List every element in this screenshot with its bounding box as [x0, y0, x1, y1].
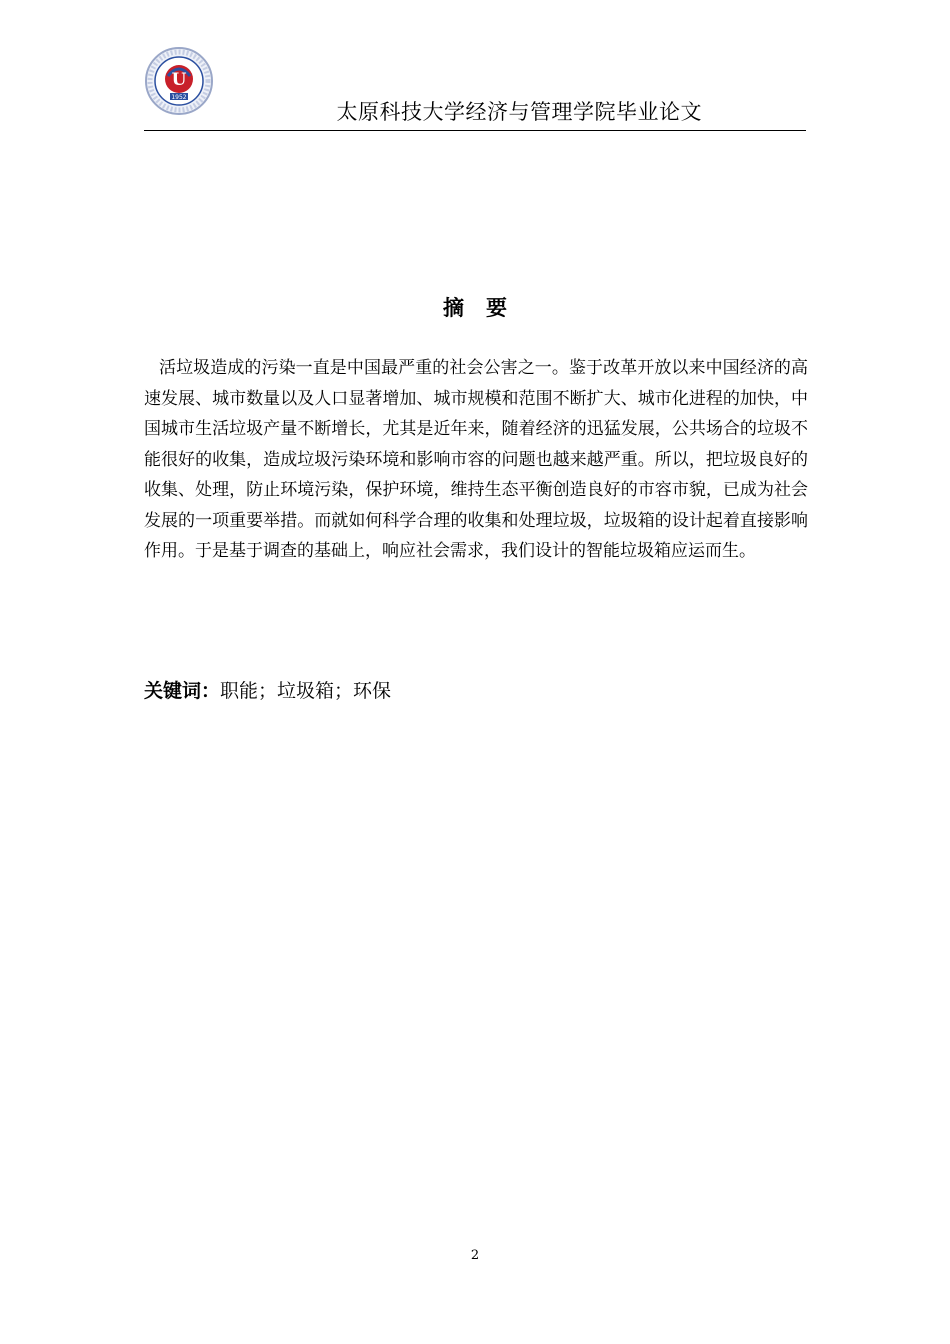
seal-letter: U [171, 70, 187, 90]
header-title: 太原科技大学经济与管理学院毕业论文 [336, 100, 702, 124]
keywords-value: 职能；垃圾箱；环保 [220, 680, 392, 702]
page-number: 2 [470, 1248, 480, 1263]
abstract-title-right: 要 [486, 296, 507, 320]
keywords-label: 关键词： [144, 680, 221, 702]
university-seal-icon [144, 46, 214, 116]
page-header [144, 40, 806, 131]
seal-year: 1952 [171, 94, 187, 101]
abstract-body: 活垃圾造成的污染一直是中国最严重的社会公害之一。鉴于改革开放以来中国经济的高速发展、城市数量以及人口显著增加、城市规模和范围不断扩大、城市化进程的加快，中国城市生活垃圾产量不断增长，尤其是近年来，随着经济的迅猛发展，公共场合的垃圾不能很好的收集，造成垃圾污染环境和影响市容的问题也越来越严重。所以，把垃圾良好的收集、处理，防止环境污染，保护环境，维持生态平衡创造良好的市容市貌，已成为社会发展的一项重要举措。而就如何科学合理的收集和处理垃圾，垃圾箱的设计起着直接影响作用。于是基于调查的基础上，响应社会需求，我们设计的智能垃圾箱应运而生。 [144, 358, 808, 561]
abstract-title-left: 摘 [443, 296, 464, 320]
abstract-title [0, 292, 950, 322]
keywords-line [144, 676, 391, 703]
